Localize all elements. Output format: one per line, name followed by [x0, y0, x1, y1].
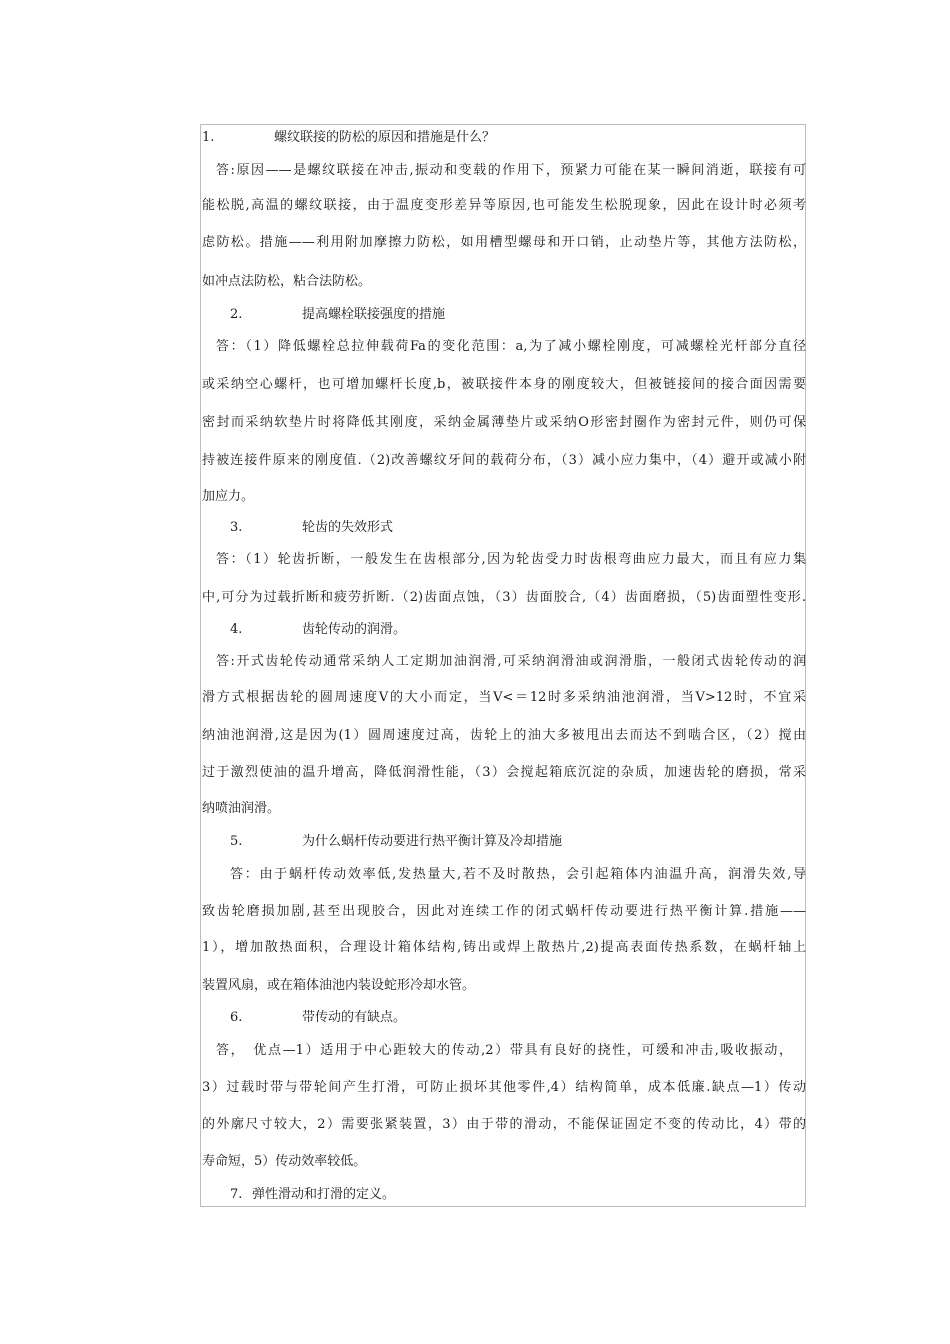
answer-line: 密封而采纳软垫片时将降低其刚度，采纳金属薄垫片或采纳O形密封圈作为密封元件，则仍可保: [202, 415, 806, 430]
question-1: [202, 127, 806, 149]
question-number: 3.: [230, 520, 243, 535]
answer-line: 纳油池润滑,这是因为(1）圆周速度过高，齿轮上的油大多被甩出去而达不到啮合区，（2）搅由: [202, 728, 806, 743]
question-number: 7.: [230, 1187, 243, 1202]
answer-line: 持被连接件原来的刚度值.（2)改善螺纹牙间的载荷分布，（3）减小应力集中，（4）避开或减小附: [202, 453, 806, 468]
answer-line: 答：（1）降低螺栓总拉伸载荷Fa的变化范围：a,为了减小螺栓刚度，可减螺栓光杆部分直径: [216, 339, 806, 354]
answer-line: 答：（1）轮齿折断，一般发生在齿根部分,因为轮齿受力时齿根弯曲应力最大，而且有应力集: [216, 552, 806, 567]
question-2: [202, 304, 834, 326]
answer-line: 答:开式齿轮传动通常采纳人工定期加油润滑,可采纳润滑油或润滑脂，一般闭式齿轮传动的润: [216, 654, 806, 669]
question-title: 弹性滑动和打滑的定义。: [252, 1187, 396, 1202]
question-title: 为什么蜗杆传动要进行热平衡计算及冷却措施: [302, 834, 563, 849]
question-7: [202, 1184, 834, 1206]
question-title: 带传动的有缺点。: [302, 1010, 407, 1025]
answer-line: 如冲点法防松，粘合法防松。: [202, 274, 372, 289]
answer-line: 3）过载时带与带轮间产生打滑，可防止损坏其他零件,4）结构简单，成本低廉.缺点—1）传动: [202, 1080, 806, 1095]
question-5: [202, 831, 834, 853]
answer-line: 纳喷油润滑。: [202, 801, 281, 816]
answer-line: 过于激烈使油的温升增高，降低润滑性能，（3）会搅起箱底沉淀的杂质，加速齿轮的磨损，常采: [202, 765, 806, 780]
answer-line: 答， 优点—1）适用于中心距较大的传动,2）带具有良好的挠性，可缓和冲击,吸收振动，: [216, 1043, 792, 1058]
question-4: [202, 619, 834, 641]
answer-line: 能松脱,高温的螺纹联接，由于温度变形差异等原因,也可能发生松脱现象，因此在设计时必须考: [202, 198, 806, 213]
answer-line: 装置风扇，或在箱体油池内装设蛇形冷却水管。: [202, 978, 476, 993]
question-number: 6.: [230, 1010, 243, 1025]
answer-line: 虑防松。措施——利用附加摩擦力防松，如用槽型螺母和开口销，止动垫片等，其他方法防松，: [202, 235, 806, 250]
answer-line: 致齿轮磨损加剧,甚至出现胶合，因此对连续工作的闭式蜗杆传动要进行热平衡计算.措施——: [202, 904, 806, 919]
question-number: 1.: [202, 130, 215, 145]
question-3: [202, 517, 834, 539]
question-number: 5.: [230, 834, 243, 849]
question-title: 螺纹联接的防松的原因和措施是什么？: [274, 130, 496, 145]
answer-line: 答:原因——是螺纹联接在冲击,振动和变载的作用下，预紧力可能在某一瞬间消逝，联接有可: [216, 163, 806, 178]
question-6: [202, 1007, 834, 1029]
answer-line: 1），增加散热面积，合理设计箱体结构,铸出或焊上散热片,2)提高表面传热系数，在蜗杆轴上: [202, 940, 806, 955]
answer-line: 加应力。: [202, 489, 255, 504]
question-number: 2.: [230, 307, 243, 322]
question-number: 4.: [230, 622, 243, 637]
answer-line: 滑方式根据齿轮的圆周速度V的大小而定，当V<＝12时多采纳油池润滑，当V>12时，不宜采: [202, 690, 806, 705]
answer-line: 的外廓尺寸较大，2）需要张紧装置，3）由于带的滑动，不能保证固定不变的传动比，4）带的: [202, 1117, 806, 1132]
question-title: 齿轮传动的润滑。: [302, 622, 407, 637]
answer-line: 中,可分为过载折断和疲劳折断.（2)齿面点蚀，（3）齿面胶合,（4）齿面磨损，（5)齿面塑性变形.: [202, 590, 806, 605]
answer-line: 或采纳空心螺杆，也可增加螺杆长度,b，被联接件本身的刚度较大，但被链接间的接合面因需要: [202, 377, 806, 392]
answer-line: 答：由于蜗杆传动效率低,发热量大,若不及时散热，会引起箱体内油温升高，润滑失效,导: [230, 867, 806, 882]
question-title: 提高螺栓联接强度的措施: [302, 307, 446, 322]
question-title: 轮齿的失效形式: [302, 520, 394, 535]
answer-line: 寿命短，5）传动效率较低。: [202, 1154, 367, 1169]
